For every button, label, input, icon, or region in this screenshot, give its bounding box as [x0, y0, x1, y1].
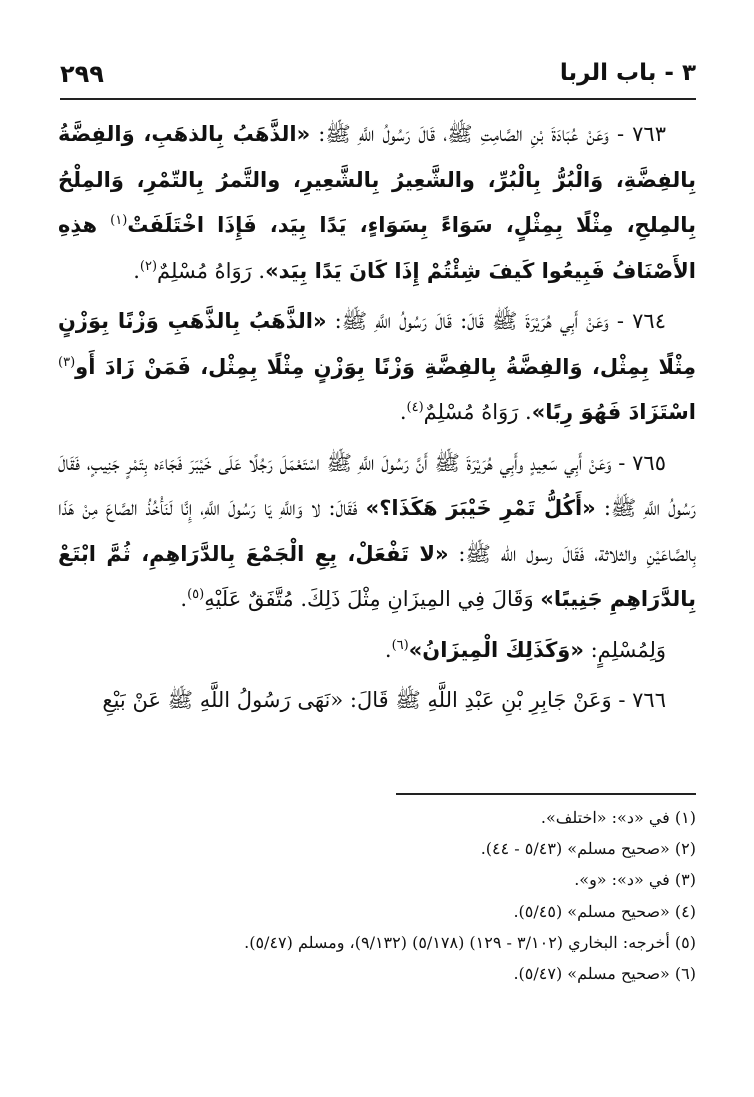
- hadith-quote: «أَكُلُّ تَمْرِ خَيْبَرَ هَكَذَا؟»: [365, 496, 596, 520]
- main-text: [58, 112, 696, 729]
- page-number: ٢٩٩: [60, 60, 104, 88]
- footnote-2: (٢) «صحيح مسلم» (٥/٤٣ - ٤٤).: [480, 839, 696, 859]
- hadith-quote: هذِهِ الأَصْنَافُ فَبِيعُوا كَيفَ شِئْتُمْ إِذَا كَانَ يَدًا بِيَد»: [58, 213, 696, 283]
- hadith-quote: «الذَّهَبُ بِالذهَبِ، وَالفِضَّةُ بِالفِضَّةِ، وَالْبُرُّ بِالْبُرِّ، والشَّعِيرُ بِالشَّعِيرِ، والتَّمرُ بِالتّمْرِ، وَالمِلْحُ بِالمِلحِ، مِثْلًا بِمِثْلٍ، سَوَاءً بِسَوَاءٍ، يَدًا بِيَد، فَإِذَا اخْتَلَفَتْ: [58, 122, 696, 237]
- page-header: [60, 52, 696, 100]
- hadith-quote: «لا تَفْعَلْ، بِعِ الْجَمْعَ بِالدَّرَاهِمِ، ثُمَّ ابْتَعْ بِالدَّرَاهِمِ جَنِيبًا»: [58, 541, 696, 611]
- hadith-765: [58, 441, 696, 623]
- hadith-quote: اسْتَزَادَ فَهُوَ رِبًا»: [531, 400, 696, 424]
- hadith-intro: ٧٦٤ - وَعَنْ أَبِي هُرَيْرَةَ ﷺ قَالَ: قَالَ رَسُولُ اللَّهِ ﷺ:: [326, 309, 666, 333]
- hadith-quote: «الذَّهَبُ بِالذَّهَبِ وَزْنًا بِوَزْنٍ مِثْلًا بِمِثْل، وَالفِضَّةُ بِالفِضَّةِ وَزْنًا بِوَزْنٍ مِثْلًا بِمِثْل، فَمَنْ زَادَ أَو: [58, 309, 696, 379]
- hadith-764: [58, 299, 696, 436]
- hadith-reference: . رَوَاهُ مُسْلِمٌ: [423, 400, 532, 424]
- hadith-narration: وَقَالَ فِي المِيزَانِ مِثْلَ ذَلِكَ. مُتَّفَقٌ عَلَيْهِ: [204, 587, 541, 611]
- footnote-marker: (١): [110, 213, 128, 228]
- footnote-4: (٤) «صحيح مسلم» (٥/٤٥).: [513, 901, 696, 921]
- muslim-variant: [58, 628, 696, 674]
- punctuation: .: [180, 587, 188, 611]
- footnote-marker: (٥): [187, 587, 205, 602]
- footnote-separator: [396, 793, 696, 795]
- hadith-766: [58, 678, 696, 724]
- footnote-marker: (٣): [58, 354, 76, 370]
- hadith-intro: ٧٦٦ - وَعَنْ جَابِرِ بْنِ عَبْدِ اللَّهِ ﷺ قَالَ: «نَهَى رَسُولُ اللَّهِ ﷺ عَنْ بَيْعِ: [102, 688, 666, 712]
- footnote-marker: (٢): [139, 258, 158, 274]
- hadith-intro: ٧٦٣ - وَعَنْ عُبَادَةَ بْنِ الصَّامِتِ ﷺ، قَالَ رَسُولُ اللَّهِ ﷺ:: [310, 122, 666, 146]
- footnotes: [58, 802, 696, 989]
- punctuation: .: [399, 400, 407, 424]
- hadith-763: [58, 112, 696, 294]
- variant-intro: وَلِمُسْلِمٍ:: [583, 637, 666, 662]
- footnote-6: (٦) «صحيح مسلم» (٥/٤٧).: [513, 964, 696, 984]
- footnote-5: (٥) أخرجه: البخاري (٣/١٠٢ - ١٢٩) (٥/١٧٨) (٩/١٣٢)، ومسلم (٥/٤٧).: [244, 932, 696, 952]
- chapter-title: ٣ - باب الربا: [559, 60, 696, 86]
- footnote-marker: (٤): [406, 400, 424, 415]
- hadith-intro: ٧٦٥ - وَعَنْ أَبِي سَعِيدٍ وأَبِي هُرَيْرَةَ ﷺ أَنَّ رَسُولَ اللَّهِ ﷺ اسْتَعْمَلَ رَجُلًا عَلَى خَيْبَرَ فَجَاءَه بِتَمْرٍ جَنِيبٍ، فَقَالَ رَسُولُ اللَّهِ ﷺ:: [58, 450, 697, 520]
- hadith-quote: «وَكَذَلِكَ الْمِيزَانُ»: [408, 637, 584, 662]
- hadith-reference: . رَوَاهُ مُسْلِمٌ: [157, 258, 266, 283]
- hadith-narration: فَقَالَ: لا وَاللَّهِ يَا رَسُولَ اللَّهِ، إِنَّا لَنَأْخُذُ الصَّاعَ مِنْ هَذَا بِالصَّاعَيْنِ والثلاثة، فَقَالَ رسول الله ﷺ:: [58, 496, 696, 566]
- footnote-1: (١) في «د»: «اختلف».: [540, 808, 696, 827]
- footnote-marker: (٦): [391, 637, 409, 653]
- footnote-3: (٣) في «د»: «و».: [574, 870, 696, 890]
- punctuation: .: [133, 258, 140, 283]
- punctuation: .: [384, 637, 392, 662]
